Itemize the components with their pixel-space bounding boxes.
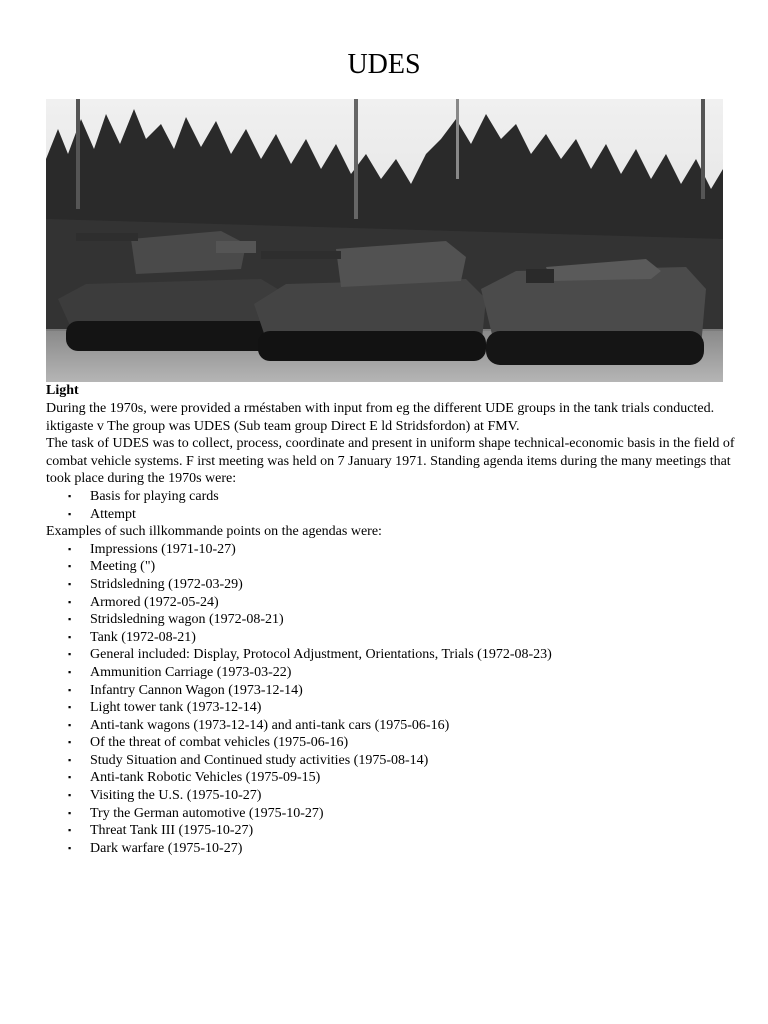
bullet-icon: ▪ xyxy=(68,737,72,748)
list-item-text: Dark warfare (1975-10-27) xyxy=(90,840,243,856)
paragraph-intro: During the 1970s, were provided a rméstaben with input from eg the different UDE groups in the tank trials conducted. iktigaste v The group was UDES (Sub team group Direct E ld Stridsfordon) at FMV. xyxy=(46,401,715,434)
list-item xyxy=(46,699,736,717)
list-item xyxy=(46,752,736,770)
bullet-icon: ▪ xyxy=(68,649,72,660)
bullet-icon: ▪ xyxy=(68,490,72,501)
bullet-icon: ▪ xyxy=(68,561,72,572)
list-item-text: Visiting the U.S. (1975-10-27) xyxy=(90,788,262,804)
list-item xyxy=(46,488,736,506)
tank-photo xyxy=(46,99,723,382)
list-item-text: Study Situation and Continued study activities (1975-08-14) xyxy=(90,752,429,768)
list-item xyxy=(46,558,736,576)
list-item-text: Stridsledning wagon (1972-08-21) xyxy=(90,612,284,628)
list-item xyxy=(46,646,736,664)
list-item-text: Stridsledning (1972-03-29) xyxy=(90,576,243,592)
bullet-icon: ▪ xyxy=(68,614,72,625)
list-item-text: Anti-tank wagons (1973-12-14) and anti-tank cars (1975-06-16) xyxy=(90,717,450,733)
list-item xyxy=(46,805,736,823)
list-item xyxy=(46,769,736,787)
bullet-icon: ▪ xyxy=(68,684,72,695)
list-item-text: Ammunition Carriage (1973-03-22) xyxy=(90,664,292,680)
examples-list xyxy=(46,541,736,858)
list-item xyxy=(46,682,736,700)
list-item-text: Armored (1972-05-24) xyxy=(90,594,219,610)
page-title: UDES xyxy=(347,49,421,80)
list-item-text: Try the German automotive (1975-10-27) xyxy=(90,805,324,821)
paragraph-examples: Examples of such illkommande points on the agendas were: xyxy=(46,524,382,540)
list-item-text: Anti-tank Robotic Vehicles (1975-09-15) xyxy=(90,770,321,786)
standing-items-list xyxy=(46,488,736,523)
list-item xyxy=(46,664,736,682)
list-item xyxy=(46,576,736,594)
paragraph-task: The task of UDES was to collect, process, coordinate and present in uniform shape technical-economic basis in the field of combat vehicle systems. F irst meeting was held on 7 January 1971. Standing agenda items during the many meetings that took place during the 1970s were: xyxy=(46,436,735,487)
list-item xyxy=(46,629,736,647)
bullet-icon: ▪ xyxy=(68,631,72,642)
list-item-text: Meeting (") xyxy=(90,559,156,575)
body-text xyxy=(46,400,736,857)
list-item-text: General included: Display, Protocol Adjustment, Orientations, Trials (1972-08-23) xyxy=(90,647,552,663)
bullet-icon: ▪ xyxy=(68,807,72,818)
list-item-text: Tank (1972-08-21) xyxy=(90,629,196,645)
bullet-icon: ▪ xyxy=(68,578,72,589)
list-item xyxy=(46,541,736,559)
bullet-icon: ▪ xyxy=(68,825,72,836)
bullet-icon: ▪ xyxy=(68,842,72,853)
bullet-icon: ▪ xyxy=(68,666,72,677)
bullet-icon: ▪ xyxy=(68,772,72,783)
list-item xyxy=(46,787,736,805)
list-item-text: Attempt xyxy=(90,506,136,522)
tank-photo-icon xyxy=(46,99,723,382)
list-item-text: Impressions (1971-10-27) xyxy=(90,541,236,557)
bullet-icon: ▪ xyxy=(68,754,72,765)
list-item-text: Of the threat of combat vehicles (1975-06-16) xyxy=(90,735,349,751)
list-item xyxy=(46,822,736,840)
list-item-text: Infantry Cannon Wagon (1973-12-14) xyxy=(90,682,303,698)
list-item xyxy=(46,840,736,858)
bullet-icon: ▪ xyxy=(68,596,72,607)
photo-caption: Light xyxy=(46,383,79,398)
list-item xyxy=(46,717,736,735)
bullet-icon: ▪ xyxy=(68,543,72,554)
bullet-icon: ▪ xyxy=(68,719,72,730)
list-item xyxy=(46,506,736,524)
list-item-text: Threat Tank III (1975-10-27) xyxy=(90,823,254,839)
list-item xyxy=(46,611,736,629)
bullet-icon: ▪ xyxy=(68,702,72,713)
list-item xyxy=(46,594,736,612)
bullet-icon: ▪ xyxy=(68,790,72,801)
list-item xyxy=(46,734,736,752)
list-item-text: Basis for playing cards xyxy=(90,488,219,504)
list-item-text: Light tower tank (1973-12-14) xyxy=(90,700,262,716)
bullet-icon: ▪ xyxy=(68,508,72,519)
